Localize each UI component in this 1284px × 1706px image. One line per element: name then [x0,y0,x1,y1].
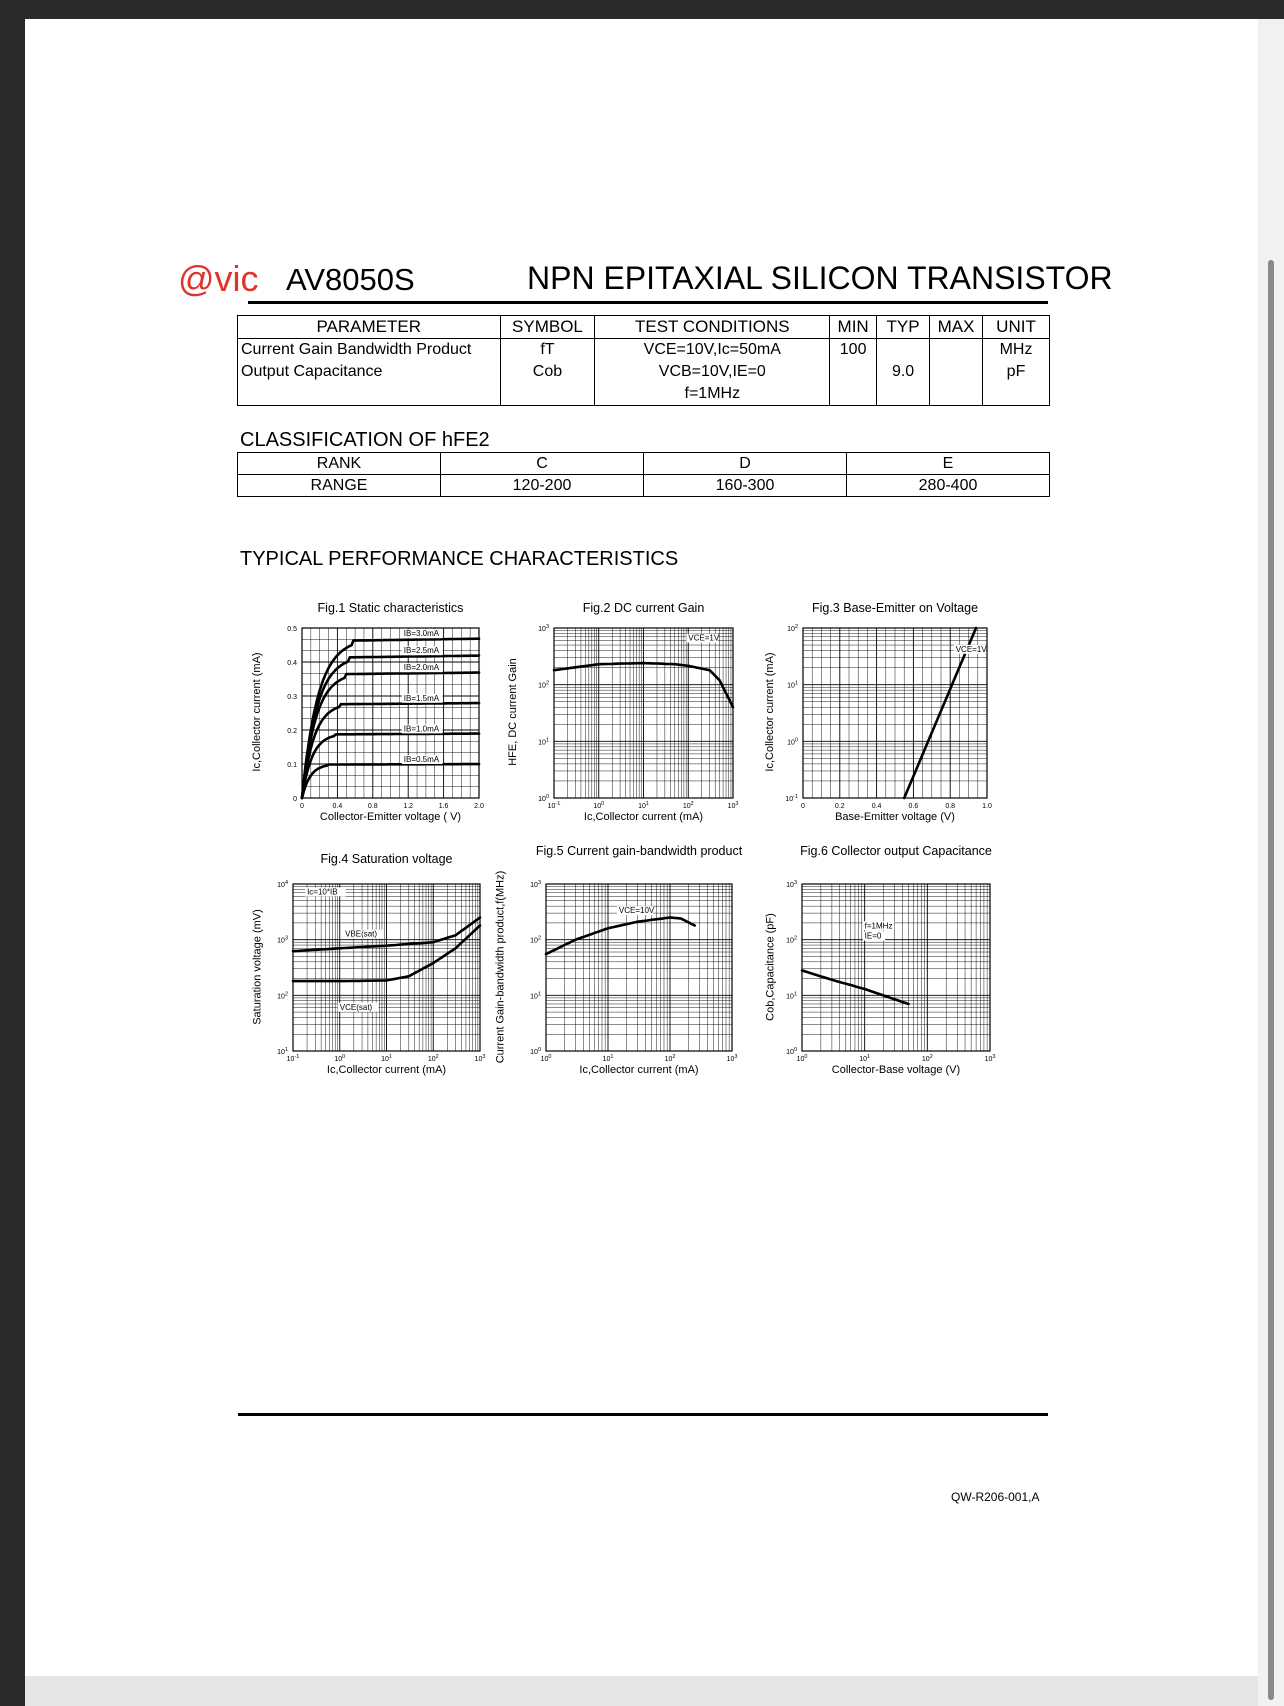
fig-2-grid [554,628,733,798]
cell-symbol: Cob [500,361,595,406]
conditions-line-1: VCB=10V,IE=0 [658,363,766,380]
svg-text:VCE(sat): VCE(sat) [339,1002,373,1012]
svg-text:IB=0.5mA: IB=0.5mA [403,755,440,764]
table-row [238,339,1050,362]
fig-6-xlabel: Collector-Base voltage (V) [831,1064,961,1076]
cell-max [930,361,983,406]
x-tick-label: $10^1$ [602,1054,614,1063]
scrollbar-thumb[interactable] [1268,260,1274,1700]
svg-text:IB=1.0mA: IB=1.0mA [403,724,440,734]
y-tick-label: $10^1$ [530,991,541,1001]
document-code: QW-R206-001,A [951,1490,1040,1504]
x-tick-label: $10^0$ [593,801,605,810]
cell-max [930,339,983,362]
fig-5-xlabel: Ic,Collector current (mA) [579,1064,699,1076]
range-c: 120-200 [441,475,644,497]
series-label [402,694,443,703]
x-tick-label: $10^0$ [334,1054,346,1063]
fig-3-xlabel: Base-Emitter voltage (V) [835,811,955,823]
x-tick-label: 0 [300,803,304,810]
y-tick-label: 0.2 [287,728,297,735]
svg-text:VBE(sat): VBE(sat) [345,929,378,939]
fig-2-title: Fig.2 DC current Gain [582,601,705,615]
cell-parameter: Output Capacitance [238,361,501,406]
annotation [617,906,655,915]
series-label [402,629,443,638]
header-typ: TYP [877,316,930,339]
fig-2-ylabel: HFE, DC current Gain [507,658,519,766]
y-tick-label: 0.4 [287,660,297,667]
x-tick-label: $10^3$ [474,1054,486,1063]
y-tick-label: $10^0$ [530,1047,541,1056]
x-tick-label: 0 [801,803,805,810]
x-tick-label: $10^3$ [726,1054,738,1063]
x-tick-label: $10^3$ [727,801,739,810]
cell-conditions: VCE=10V,Ic=50mA [595,339,830,362]
annotation [863,931,885,940]
y-tick-label: $10^1$ [787,680,798,690]
fig-1-ylabel: Ic,Collector current (mA) [251,652,263,772]
svg-text:VCE=10V: VCE=10V [618,906,655,916]
y-tick-label: $10^0$ [786,1047,797,1056]
x-tick-label: 1.6 [438,803,449,810]
cell-min: 100 [830,339,877,362]
x-tick-label: $10^3$ [984,1054,996,1063]
svg-text:IB=2.5mA: IB=2.5mA [403,646,440,656]
document-title: NPN EPITAXIAL SILICON TRANSISTOR [527,260,1113,296]
fig-3-title: Fig.3 Base-Emitter on Voltage [811,601,979,615]
series-label [343,930,384,939]
fig-1-chart [272,628,489,818]
y-tick-label: $10^{-1}$ [785,794,798,803]
x-tick-label: 0.6 [908,803,919,810]
annotation [954,645,988,654]
series-label [402,724,443,733]
fig-5-title: Fig.5 Current gain-bandwidth product [535,844,743,858]
range-e: 280-400 [847,475,1050,497]
performance-title: TYPICAL PERFORMANCE CHARACTERISTICS [240,548,679,570]
fig-6-title: Fig.6 Collector output Capacitance [800,844,992,858]
annotation [305,887,346,896]
svg-text:f=1MHz: f=1MHz [864,921,893,931]
x-tick-label: $10^{-1}$ [547,801,561,810]
svg-text:VCE=1V: VCE=1V [955,644,987,654]
fig-5-chart [516,880,742,1071]
header-min: MIN [830,316,877,339]
fig-2-xlabel: Ic,Collector current (mA) [583,811,704,823]
table-row [238,475,1050,497]
cell-typ [877,339,930,362]
y-tick-label: 0 [293,796,297,803]
cell-min [830,361,877,406]
x-tick-label: 1.0 [982,803,992,810]
table-row [238,361,1050,406]
fig-6-frame [802,884,990,1051]
x-tick-label: $10^{-1}$ [286,1054,300,1063]
x-tick-label: 1.2 [403,803,414,810]
x-tick-label: 0.4 [332,803,343,810]
svg-text:IE=0: IE=0 [864,931,882,941]
svg-text:Ic=10*IB: Ic=10*IB [307,887,338,897]
header-unit: UNIT [983,316,1050,339]
fig-3-chart [773,624,997,818]
header-max: MAX [930,316,983,339]
y-tick-label: $10^3$ [530,880,541,889]
y-tick-label: $10^0$ [787,737,798,747]
x-tick-label: $10^0$ [796,1054,808,1063]
svg-text:VCE=1V: VCE=1V [688,633,720,643]
y-tick-label: $10^2$ [786,935,797,945]
cell-typ: 9.0 [877,361,930,406]
x-tick-label: $10^0$ [540,1054,552,1063]
x-tick-label: $10^2$ [427,1054,439,1063]
conditions-line-2: f=1MHz [684,385,741,402]
fig-4-chart [263,880,490,1071]
fig-1-xlabel: Collector-Emitter voltage ( V) [319,811,462,823]
y-tick-label: 0.5 [287,626,297,633]
cell-parameter: Current Gain Bandwidth Product [238,339,501,362]
fig-4-title: Fig.4 Saturation voltage [320,852,453,866]
y-tick-label: $10^2$ [277,991,288,1001]
x-tick-label: 2.0 [474,803,484,810]
header-symbol: SYMBOL [500,316,595,339]
x-tick-label: $10^2$ [682,801,694,810]
cell-unit: MHz [983,339,1050,362]
svg-text:IB=2.0mA: IB=2.0mA [403,663,440,673]
range-label: RANGE [238,475,441,497]
range-d: 160-300 [644,475,847,497]
x-tick-label: $10^1$ [859,1054,871,1063]
y-tick-label: 0.1 [287,762,297,769]
y-tick-label: $10^1$ [277,1047,288,1056]
y-tick-label: $10^3$ [277,935,288,945]
x-tick-label: 0.8 [367,803,378,810]
series-label [338,1003,379,1012]
y-tick-label: $10^1$ [786,991,797,1001]
cell-conditions [595,361,830,406]
y-tick-label: $10^2$ [538,680,549,690]
rank-d: D [644,453,847,475]
y-tick-label: $10^2$ [787,624,798,633]
rank-e: E [847,453,1050,475]
fig-4-ylabel: Saturation voltage (mV) [251,908,263,1025]
x-tick-label: $10^1$ [381,1054,392,1063]
fig-4-xlabel: Ic,Collector current (mA) [326,1064,447,1076]
header-parameter: PARAMETER [238,316,501,339]
annotation [686,634,720,643]
rank-c: C [441,453,644,475]
x-tick-label: 0.2 [834,803,845,810]
bottom-rule [238,1413,1048,1416]
y-tick-label: $10^0$ [538,794,549,803]
classification-title: CLASSIFICATION OF hFE2 [240,429,490,451]
x-tick-label: $10^1$ [638,801,649,810]
y-tick-label: $10^2$ [530,935,541,945]
table-row [238,453,1050,475]
fig-2-chart [524,624,743,818]
y-tick-label: $10^3$ [786,880,797,889]
series-label [402,663,443,672]
svg-text:IB=3.0mA: IB=3.0mA [403,629,440,639]
rank-label: RANK [238,453,441,475]
brand-logo: @vic [178,258,259,299]
svg-text:IB=1.5mA: IB=1.5mA [403,693,440,703]
series-label [402,755,443,764]
title-rule [248,301,1048,304]
annotation [863,921,895,930]
y-tick-label: $10^3$ [538,624,549,633]
fig-1-title: Fig.1 Static characteristics [317,601,464,615]
fig-5-ylabel: Current Gain-bandwidth product,f(MHz) [494,870,506,1063]
x-tick-label: 0.8 [945,803,956,810]
x-tick-label: 0.4 [871,803,882,810]
fig-3-ylabel: Ic,Collector current (mA) [764,652,776,772]
x-tick-label: $10^2$ [921,1054,933,1063]
series-line [802,970,909,1004]
series-label [402,646,443,655]
parameter-table [237,315,1050,406]
x-tick-label: $10^2$ [664,1054,676,1063]
y-tick-label: $10^1$ [538,737,549,747]
fig-6-grid [802,884,990,1051]
y-tick-label: $10^4$ [277,880,288,889]
header-test-conditions: TEST CONDITIONS [595,316,830,339]
rank-table [237,452,1050,497]
fig-6-ylabel: Cob,Capacitance (pF) [764,912,776,1021]
part-number: AV8050S [286,262,415,297]
fig-4-grid [293,884,480,1051]
cell-unit: pF [983,361,1050,406]
cell-symbol: fT [500,339,595,362]
y-tick-label: 0.3 [287,694,297,701]
horizontal-scrollbar[interactable] [25,1676,1258,1706]
fig-6-chart [772,880,1000,1071]
